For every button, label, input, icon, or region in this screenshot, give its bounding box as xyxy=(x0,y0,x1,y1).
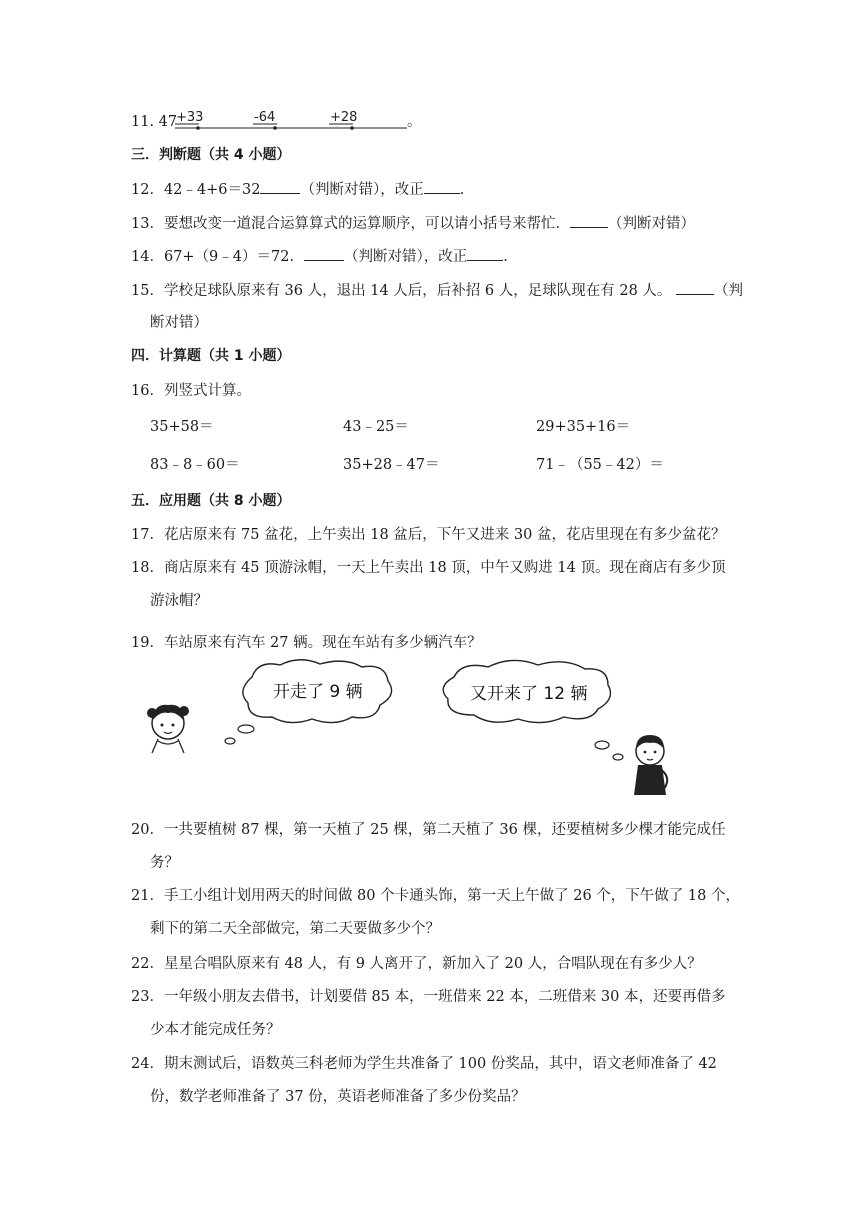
step-1-label: +33 xyxy=(176,110,204,125)
calc-item: 83﹣8﹣60＝ xyxy=(150,457,240,473)
section-5-heading: 五．应用题（共 8 小题） xyxy=(131,493,291,509)
q14-text: 14．67+（9﹣4）＝72． xyxy=(131,249,304,265)
operation-chain-diagram xyxy=(175,108,425,136)
q20-line-2: 务？ xyxy=(150,855,179,871)
answer-blank[interactable] xyxy=(676,280,714,295)
q14-text-2: （判断对错），改正 xyxy=(343,249,468,265)
q11-end: 。 xyxy=(407,114,422,130)
q12-text-2: （判断对错），改正 xyxy=(300,182,424,198)
q16-title: 16．列竖式计算。 xyxy=(131,383,251,399)
q15-line-2: 断对错） xyxy=(150,315,208,331)
girl-figure-icon xyxy=(147,705,189,753)
question-14 xyxy=(131,246,508,267)
question-13 xyxy=(131,213,695,234)
q12-text-3: . xyxy=(459,182,465,198)
q13-text: 13．要想改变一道混合运算算式的运算顺序，可以请小括号来帮忙． xyxy=(131,216,570,232)
q24-line-2: 份，数学老师准备了 37 份，英语老师准备了多少份奖品？ xyxy=(150,1089,526,1105)
question-17: 17．花店原来有 75 盆花，上午卖出 18 盆后，下午又进来 30 盆，花店里现在有多少盆花？ xyxy=(131,527,726,543)
bubble-left-text: 开走了 9 辆 xyxy=(273,682,363,702)
question-15 xyxy=(131,280,743,301)
q19-illustration xyxy=(140,655,700,805)
chain-node xyxy=(273,126,277,130)
q15-tail: （判 xyxy=(714,283,744,299)
section-3-heading: 三．判断题（共 4 小题） xyxy=(131,147,291,163)
calc-item: 35+28﹣47＝ xyxy=(343,457,440,473)
bubble-right-text: 又开来了 12 辆 xyxy=(470,684,588,704)
section-4-heading: 四．计算题（共 1 小题） xyxy=(131,348,291,364)
step-3-label: +28 xyxy=(330,110,358,125)
bubble-dot xyxy=(238,725,254,733)
answer-blank[interactable] xyxy=(260,179,300,194)
answer-blank[interactable] xyxy=(304,246,344,261)
q14-text-3: . xyxy=(503,249,508,265)
start-value: 47 xyxy=(158,114,178,130)
question-20: 20．一共要植树 87 棵，第一天植了 25 棵，第二天植了 36 棵，还要植树多少棵才能完成任 xyxy=(131,822,726,838)
calc-item: 29+35+16＝ xyxy=(536,419,631,435)
question-22: 22．星星合唱队原来有 48 人，有 9 人离开了，新加入了 20 人，合唱队现在有多少人？ xyxy=(131,956,702,972)
answer-blank[interactable] xyxy=(570,213,608,228)
chain-node xyxy=(196,126,200,130)
correction-blank[interactable] xyxy=(467,246,503,261)
q18-line-2: 游泳帽？ xyxy=(150,593,208,609)
question-21: 21．手工小组计划用两天的时间做 80 个卡通头饰，第一天上午做了 26 个，下午做了 18 个， xyxy=(131,888,740,904)
bubble-dot xyxy=(595,741,609,749)
question-23: 23．一年级小朋友去借书，计划要借 85 本，一班借来 22 本，二班借来 30 本，还要再借多 xyxy=(131,989,726,1005)
q23-line-2: 少本才能完成任务？ xyxy=(150,1022,281,1038)
q13-text-2: （判断对错） xyxy=(607,216,695,232)
bubble-dot xyxy=(613,754,623,760)
bubble-dot xyxy=(225,738,235,744)
question-18: 18．商店原来有 45 顶游泳帽，一天上午卖出 18 顶，中午又购进 14 顶。现在商店有多少顶 xyxy=(131,560,726,576)
step-2-label: -64 xyxy=(254,110,276,125)
question-number: 11. xyxy=(131,114,155,130)
q12-text: 12．42﹣4+6＝32 xyxy=(131,182,261,198)
boy-figure-icon xyxy=(634,735,667,795)
q15-text: 15．学校足球队原来有 36 人，退出 14 人后，后补招 6 人，足球队现在有 28 人。 xyxy=(131,283,672,299)
chain-node xyxy=(350,126,354,130)
calc-item: 71﹣（55﹣42）＝ xyxy=(536,457,664,473)
q21-line-2: 剩下的第二天全部做完，第二天要做多少个？ xyxy=(150,921,440,937)
question-12 xyxy=(131,179,464,200)
correction-blank[interactable] xyxy=(424,179,460,194)
question-11 xyxy=(131,112,177,132)
question-24: 24．期末测试后，语数英三科老师为学生共准备了 100 份奖品，其中，语文老师准备了 42 xyxy=(131,1056,717,1072)
question-19: 19．车站原来有汽车 27 辆。现在车站有多少辆汽车？ xyxy=(131,635,482,651)
calc-item: 35+58＝ xyxy=(150,419,214,435)
calc-item: 43﹣25＝ xyxy=(343,419,409,435)
